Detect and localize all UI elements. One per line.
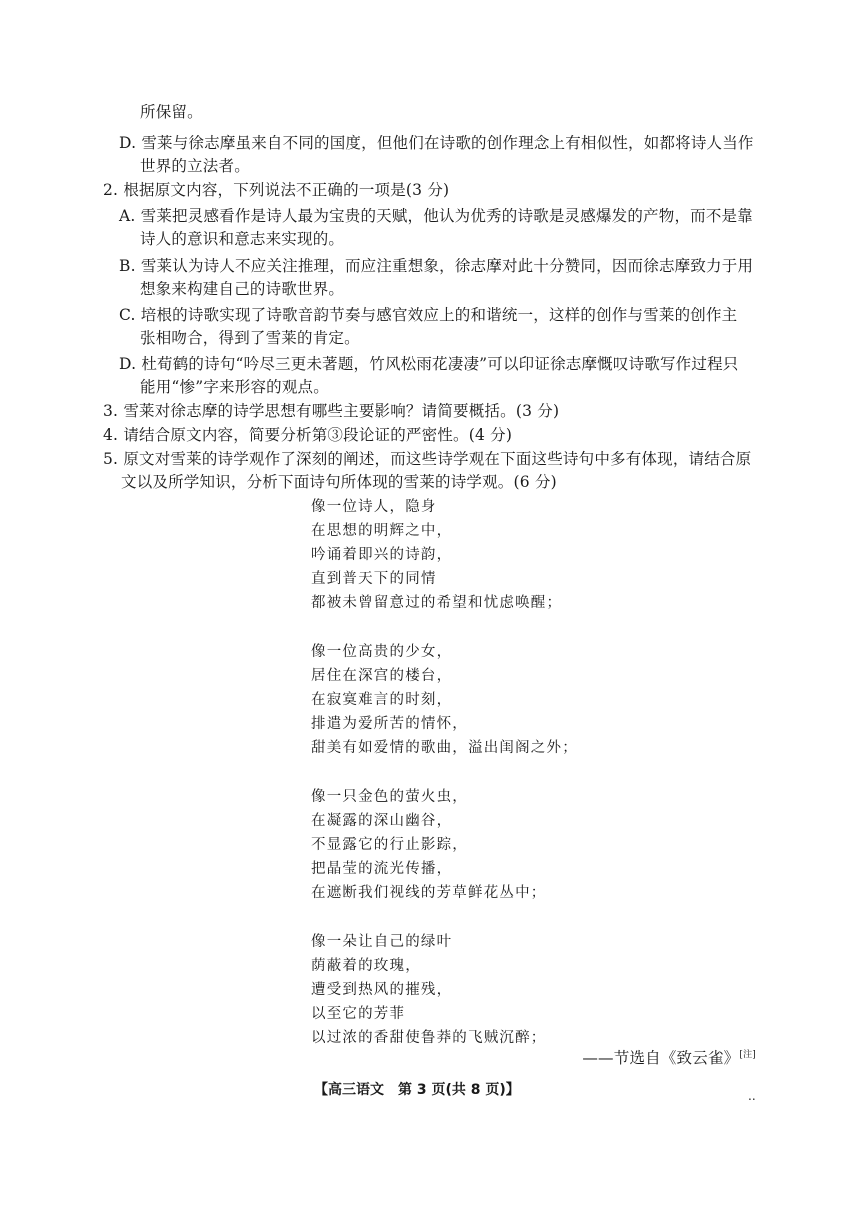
q2-option-c-line-2: 张相吻合，得到了雪莱的肯定。	[140, 329, 360, 347]
previous-option-d-line-2: 世界的立法者。	[140, 157, 250, 175]
poem-source	[582, 1047, 756, 1069]
poem-line: 排遣为爱所苦的情怀，	[311, 716, 468, 732]
poem-line: 像一只金色的萤火虫，	[311, 789, 468, 805]
q2-option-d-line-1: D. 杜荀鹤的诗句“吟尽三更未著题，竹风松雨花凄凄”可以印证徐志摩慨叹诗歌写作过程只	[119, 355, 739, 373]
poem-line: 把晶莹的流光传播，	[311, 861, 453, 877]
poem-source-text: ——节选自《致云雀》	[582, 1049, 740, 1067]
question-5-line-2: 文以及所学知识，分析下面诗句所体现的雪莱的诗学观。(6 分)	[121, 473, 557, 491]
poem-line: 在凝露的深山幽谷，	[311, 813, 453, 829]
q2-option-b-line-2: 想象来构建自己的诗歌世界。	[140, 280, 345, 298]
poem-line: 都被未曾留意过的希望和忧虑唤醒；	[311, 595, 563, 611]
question-4: 4. 请结合原文内容，简要分析第③段论证的严密性。(4 分)	[103, 426, 513, 444]
poem-line: 像一位高贵的少女，	[311, 644, 453, 660]
poem-line: 居住在深宫的楼台，	[311, 668, 453, 684]
previous-option-d-line-1: D. 雪莱与徐志摩虽来自不同的国度，但他们在诗歌的创作理念上有相似性，如都将诗人当作	[119, 134, 754, 152]
poem-line: 吟诵着即兴的诗韵，	[311, 547, 453, 563]
q2-option-b-line-1: B. 雪莱认为诗人不应关注推理，而应注重想象，徐志摩对此十分赞同，因而徐志摩致力于用	[119, 257, 754, 275]
question-2-stem: 2. 根据原文内容，下列说法不正确的一项是(3 分)	[103, 181, 450, 199]
q2-option-d-line-2: 能用“惨”字来形容的观点。	[140, 378, 329, 396]
poem-line: 像一朵让自己的绿叶	[311, 934, 453, 950]
previous-answer-fragment: 所保留。	[140, 103, 203, 121]
poem-line: 直到普天下的同情	[311, 571, 437, 587]
page-footer: 【高三语文 第 3 页(共 8 页)】	[314, 1082, 520, 1098]
poem-line: 不显露它的行止影踪，	[311, 837, 468, 853]
stray-mark: ..	[748, 1089, 756, 1103]
poem-line: 像一位诗人，隐身	[311, 499, 437, 515]
q2-option-c-line-1: C. 培根的诗歌实现了诗歌音韵节奏与感官效应上的和谐统一，这样的创作与雪莱的创作主	[119, 306, 738, 324]
question-5-line-1: 5. 原文对雪莱的诗学观作了深刻的阐述，而这些诗学观在下面这些诗句中多有体现，请结合原	[103, 450, 752, 468]
q2-option-a-line-1: A. 雪莱把灵感看作是诗人最为宝贵的天赋，他认为优秀的诗歌是灵感爆发的产物，而不是靠	[119, 207, 753, 225]
question-3: 3. 雪莱对徐志摩的诗学思想有哪些主要影响？请简要概括。(3 分)	[103, 402, 560, 420]
poem-line: 在思想的明辉之中，	[311, 523, 453, 539]
footnote-marker: [注]	[739, 1049, 756, 1060]
q2-option-a-line-2: 诗人的意识和意志来实现的。	[140, 230, 345, 248]
poem-line: 在遮断我们视线的芳草鲜花丛中；	[311, 885, 547, 901]
poem-line: 在寂寞难言的时刻，	[311, 692, 453, 708]
poem-line: 遭受到热风的摧残，	[311, 982, 453, 998]
poem-line: 荫蔽着的玫瑰，	[311, 958, 421, 974]
poem-line: 以至它的芳菲	[311, 1006, 406, 1022]
poem-line: 甜美有如爱情的歌曲，溢出闺阁之外；	[311, 740, 578, 756]
poem-line: 以过浓的香甜使鲁莽的飞贼沉醉；	[311, 1030, 547, 1046]
